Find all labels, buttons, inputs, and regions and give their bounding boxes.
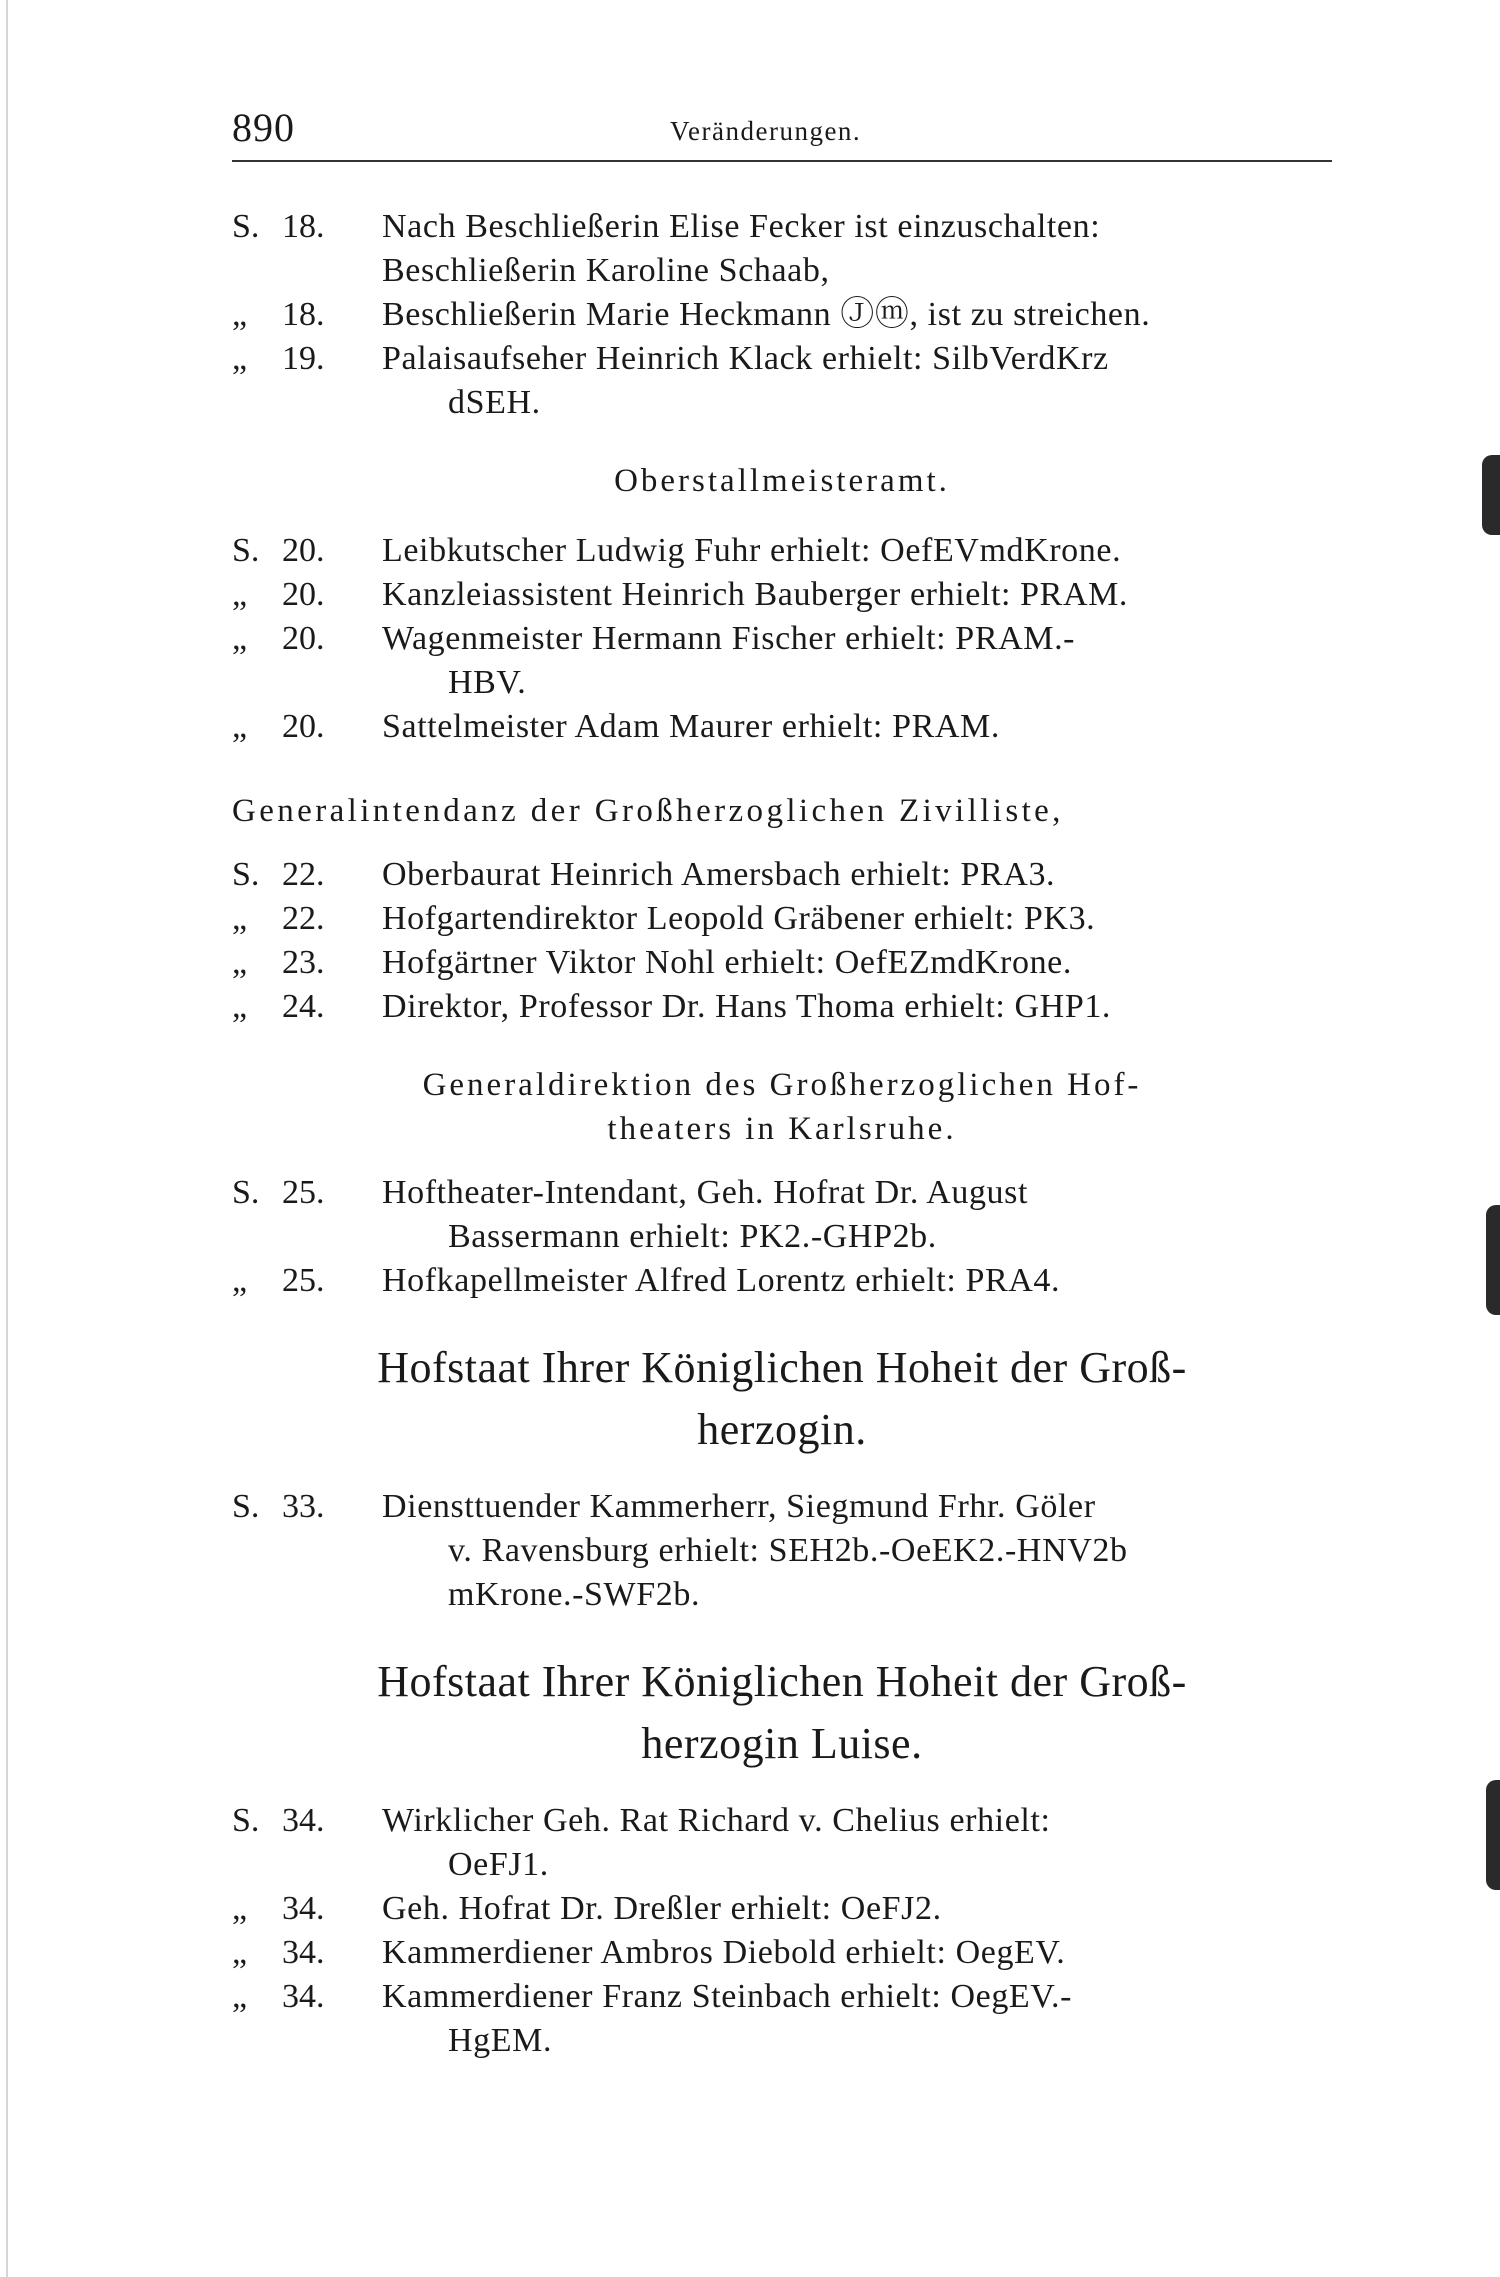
entry-mark: „ <box>232 576 248 613</box>
entry-text: v. Ravensburg erhielt: SEH2b.-OeEK2.-HNV2b <box>448 1532 1128 1569</box>
entry <box>232 529 1332 573</box>
entry-page-ref: 34. <box>282 1802 325 1839</box>
entry-page-ref: 34. <box>282 1890 325 1927</box>
edge-mark <box>1486 1780 1500 1890</box>
entry <box>232 1887 1332 1931</box>
section-heading <box>232 1063 1332 1151</box>
entry-mark: „ <box>232 900 248 937</box>
entry <box>232 897 1332 941</box>
entry-page-ref: 18. <box>282 296 325 333</box>
entry <box>232 1171 1332 1259</box>
entry-mark: „ <box>232 340 248 377</box>
entry-text: Kanzleiassistent Heinrich Bauberger erhielt: PRAM. <box>382 576 1129 613</box>
entry-mark: „ <box>232 1262 248 1299</box>
entry <box>232 941 1332 985</box>
entry-page-ref: 34. <box>282 1978 325 2015</box>
entry <box>232 1485 1332 1617</box>
entry-page-ref: 19. <box>282 340 325 377</box>
chapter-heading <box>232 1337 1332 1461</box>
entry-text: Direktor, Professor Dr. Hans Thoma erhielt: GHP1. <box>382 988 1112 1025</box>
entry-text: OeFJ1. <box>448 1846 549 1883</box>
entry-page-ref: 23. <box>282 944 325 981</box>
running-title: Veränderungen. <box>670 116 862 146</box>
edge-mark <box>1482 455 1500 535</box>
entry-text: Wagenmeister Hermann Fischer erhielt: PRAM.- <box>382 620 1076 657</box>
entry-text: Hoftheater-Intendant, Geh. Hofrat Dr. August <box>382 1174 1029 1211</box>
entry-text: Hofgartendirektor Leopold Gräbener erhielt: PK3. <box>382 900 1096 937</box>
entry-page-ref: 34. <box>282 1934 325 1971</box>
entry-mark: S. <box>232 856 260 893</box>
entry-mark: S. <box>232 1174 260 1211</box>
entry <box>232 573 1332 617</box>
entry-text: dSEH. <box>448 384 541 421</box>
entry <box>232 853 1332 897</box>
entry <box>232 705 1332 749</box>
entry-text: Kammerdiener Ambros Diebold erhielt: OegEV. <box>382 1934 1066 1971</box>
entry-page-ref: 24. <box>282 988 325 1025</box>
entry <box>232 293 1332 337</box>
entry-text: Leibkutscher Ludwig Fuhr erhielt: OefEVmdKrone. <box>382 532 1122 569</box>
entry <box>232 1799 1332 1887</box>
entry-text: HgEM. <box>448 2022 553 2059</box>
entry-page-ref: 25. <box>282 1174 325 1211</box>
entry-text: Hofgärtner Viktor Nohl erhielt: OefEZmdKrone. <box>382 944 1072 981</box>
entry-mark: S. <box>232 1802 260 1839</box>
chapter-heading-line: herzogin Luise. <box>641 1719 923 1768</box>
chapter-heading-line: Hofstaat Ihrer Königlichen Hoheit der Groß- <box>377 1657 1187 1706</box>
entry-text: Wirklicher Geh. Rat Richard v. Chelius erhielt: <box>382 1802 1051 1839</box>
entry-mark: „ <box>232 620 248 657</box>
entry-text: HBV. <box>448 664 527 701</box>
entry-page-ref: 20. <box>282 620 325 657</box>
entry-text: Diensttuender Kammerherr, Siegmund Frhr. Göler <box>382 1488 1096 1525</box>
entry-mark: „ <box>232 988 248 1025</box>
entry-mark: „ <box>232 1978 248 2015</box>
chapter-heading-line: Hofstaat Ihrer Königlichen Hoheit der Groß- <box>377 1343 1187 1392</box>
entry-text: Palaisaufseher Heinrich Klack erhielt: SilbVerdKrz <box>382 340 1109 377</box>
entry <box>232 337 1332 425</box>
entry-text: Geh. Hofrat Dr. Dreßler erhielt: OeFJ2. <box>382 1890 942 1927</box>
edge-mark <box>1486 1205 1500 1315</box>
entry <box>232 1931 1332 1975</box>
entry-page-ref: 20. <box>282 576 325 613</box>
entry-mark: „ <box>232 1890 248 1927</box>
entry-mark: „ <box>232 944 248 981</box>
entry <box>232 617 1332 705</box>
entry-text: Beschließerin Marie Heckmann Ⓙⓜ, ist zu streichen. <box>382 296 1151 333</box>
section-heading: Generalintendanz der Großherzoglichen Zivilliste, <box>232 793 1064 829</box>
entry-text: Nach Beschließerin Elise Fecker ist einzuschalten: <box>382 208 1101 245</box>
page-header <box>232 104 1332 162</box>
chapter-heading-line: herzogin. <box>697 1405 867 1454</box>
entry-page-ref: 20. <box>282 532 325 569</box>
entry-text: mKrone.-SWF2b. <box>448 1576 701 1613</box>
entry-page-ref: 18. <box>282 208 325 245</box>
entry-mark: „ <box>232 296 248 333</box>
entry-page-ref: 25. <box>282 1262 325 1299</box>
entry-page-ref: 22. <box>282 856 325 893</box>
section-heading-line: Generaldirektion des Großherzoglichen Hof- <box>422 1067 1142 1103</box>
entry-text: Bassermann erhielt: PK2.-GHP2b. <box>448 1218 937 1255</box>
page-edge-line <box>6 0 8 2277</box>
entry <box>232 985 1332 1029</box>
entry <box>232 1259 1332 1303</box>
entry-mark: S. <box>232 208 260 245</box>
entry-text: Oberbaurat Heinrich Amersbach erhielt: PRA3. <box>382 856 1056 893</box>
entry-mark: S. <box>232 1488 260 1525</box>
entry-text: Kammerdiener Franz Steinbach erhielt: OegEV.- <box>382 1978 1073 2015</box>
section-heading-line: theaters in Karlsruhe. <box>607 1111 957 1147</box>
entry-page-ref: 33. <box>282 1488 325 1525</box>
entry-page-ref: 22. <box>282 900 325 937</box>
entry-mark: „ <box>232 1934 248 1971</box>
entry <box>232 205 1332 293</box>
entry-mark: S. <box>232 532 260 569</box>
page-content <box>232 205 1332 2063</box>
entry-text: Beschließerin Karoline Schaab, <box>382 252 830 289</box>
entry-text: Hofkapellmeister Alfred Lorentz erhielt: PRA4. <box>382 1262 1061 1299</box>
page-number: 890 <box>232 105 295 150</box>
section-heading: Oberstallmeisteramt. <box>614 463 950 499</box>
entry-mark: „ <box>232 708 248 745</box>
entry-page-ref: 20. <box>282 708 325 745</box>
entry-text: Sattelmeister Adam Maurer erhielt: PRAM. <box>382 708 1000 745</box>
chapter-heading <box>232 1651 1332 1775</box>
entry <box>232 1975 1332 2063</box>
